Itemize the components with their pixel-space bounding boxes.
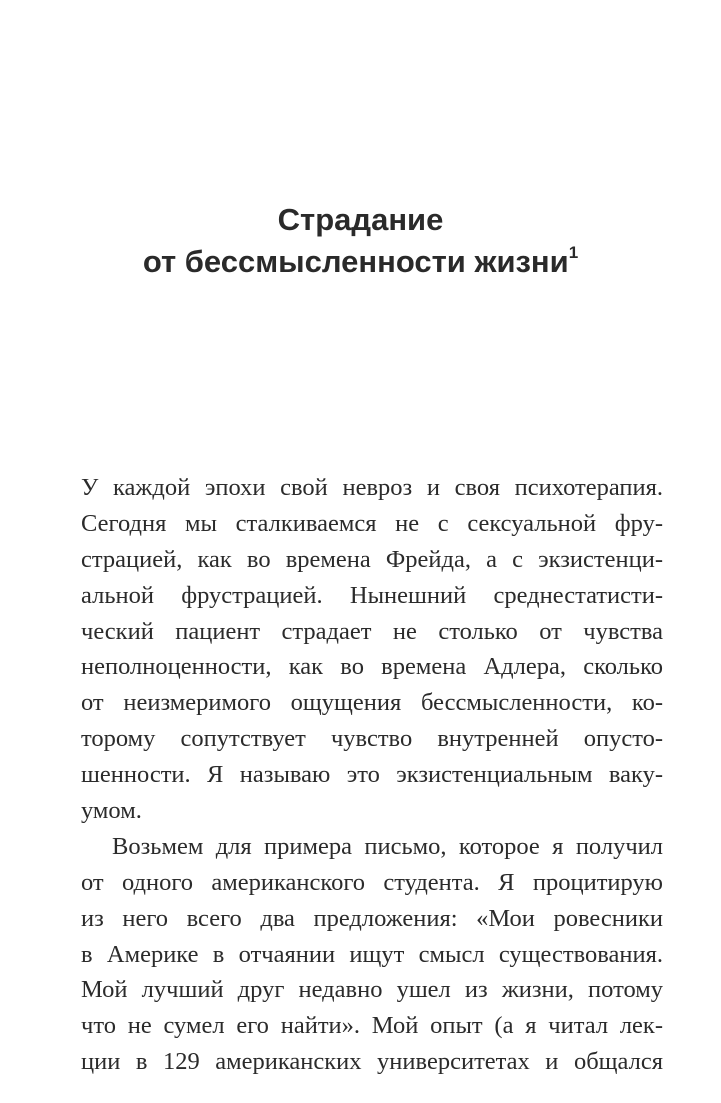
chapter-body xyxy=(81,470,663,1080)
text-line: что не сумел его найти». Мой опыт (а я читал лек- xyxy=(81,1012,663,1040)
footnote-marker[interactable]: 1 xyxy=(568,242,579,262)
paragraph-2 xyxy=(81,829,663,1080)
text-line: торому сопутствует чувство внутренней опусто- xyxy=(81,725,663,753)
chapter-title-line-2-text: от бессмысленности жизни xyxy=(142,244,569,279)
text-line: ческий пациент страдает не столько от чувства xyxy=(81,617,663,645)
chapter-title-line-1: Страдание xyxy=(277,202,444,237)
text-line: от одного американского студента. Я процитирую xyxy=(81,868,663,896)
chapter-title-line-2 xyxy=(0,241,721,283)
text-line: страцией, как во времена Фрейда, а с экзистенци- xyxy=(81,545,663,573)
text-line: У каждой эпохи свой невроз и своя психотерапия. xyxy=(81,474,663,501)
text-line: ции в 129 американских университетах и общался xyxy=(81,1048,663,1076)
chapter-title xyxy=(0,199,721,283)
text-line: шенности. Я называю это экзистенциальным ваку- xyxy=(81,761,663,789)
text-line: Сегодня мы сталкиваемся не с сексуальной фру- xyxy=(81,509,663,537)
text-line: Возьмем для примера письмо, которое я получил xyxy=(112,832,663,860)
paragraph-1 xyxy=(81,470,663,829)
text-line: в Америке в отчаянии ищут смысл существования. xyxy=(81,940,663,968)
text-line: из него всего два предложения: «Мои ровесники xyxy=(81,904,663,932)
text-line: от неизмеримого ощущения бессмысленности, ко- xyxy=(81,689,663,717)
text-line: умом. xyxy=(81,797,142,825)
text-line: Мой лучший друг недавно ушел из жизни, потому xyxy=(81,976,663,1004)
text-line: неполноценности, как во времена Адлера, сколько xyxy=(81,653,663,681)
text-line: альной фрустрацией. Нынешний среднестатисти- xyxy=(81,581,663,609)
